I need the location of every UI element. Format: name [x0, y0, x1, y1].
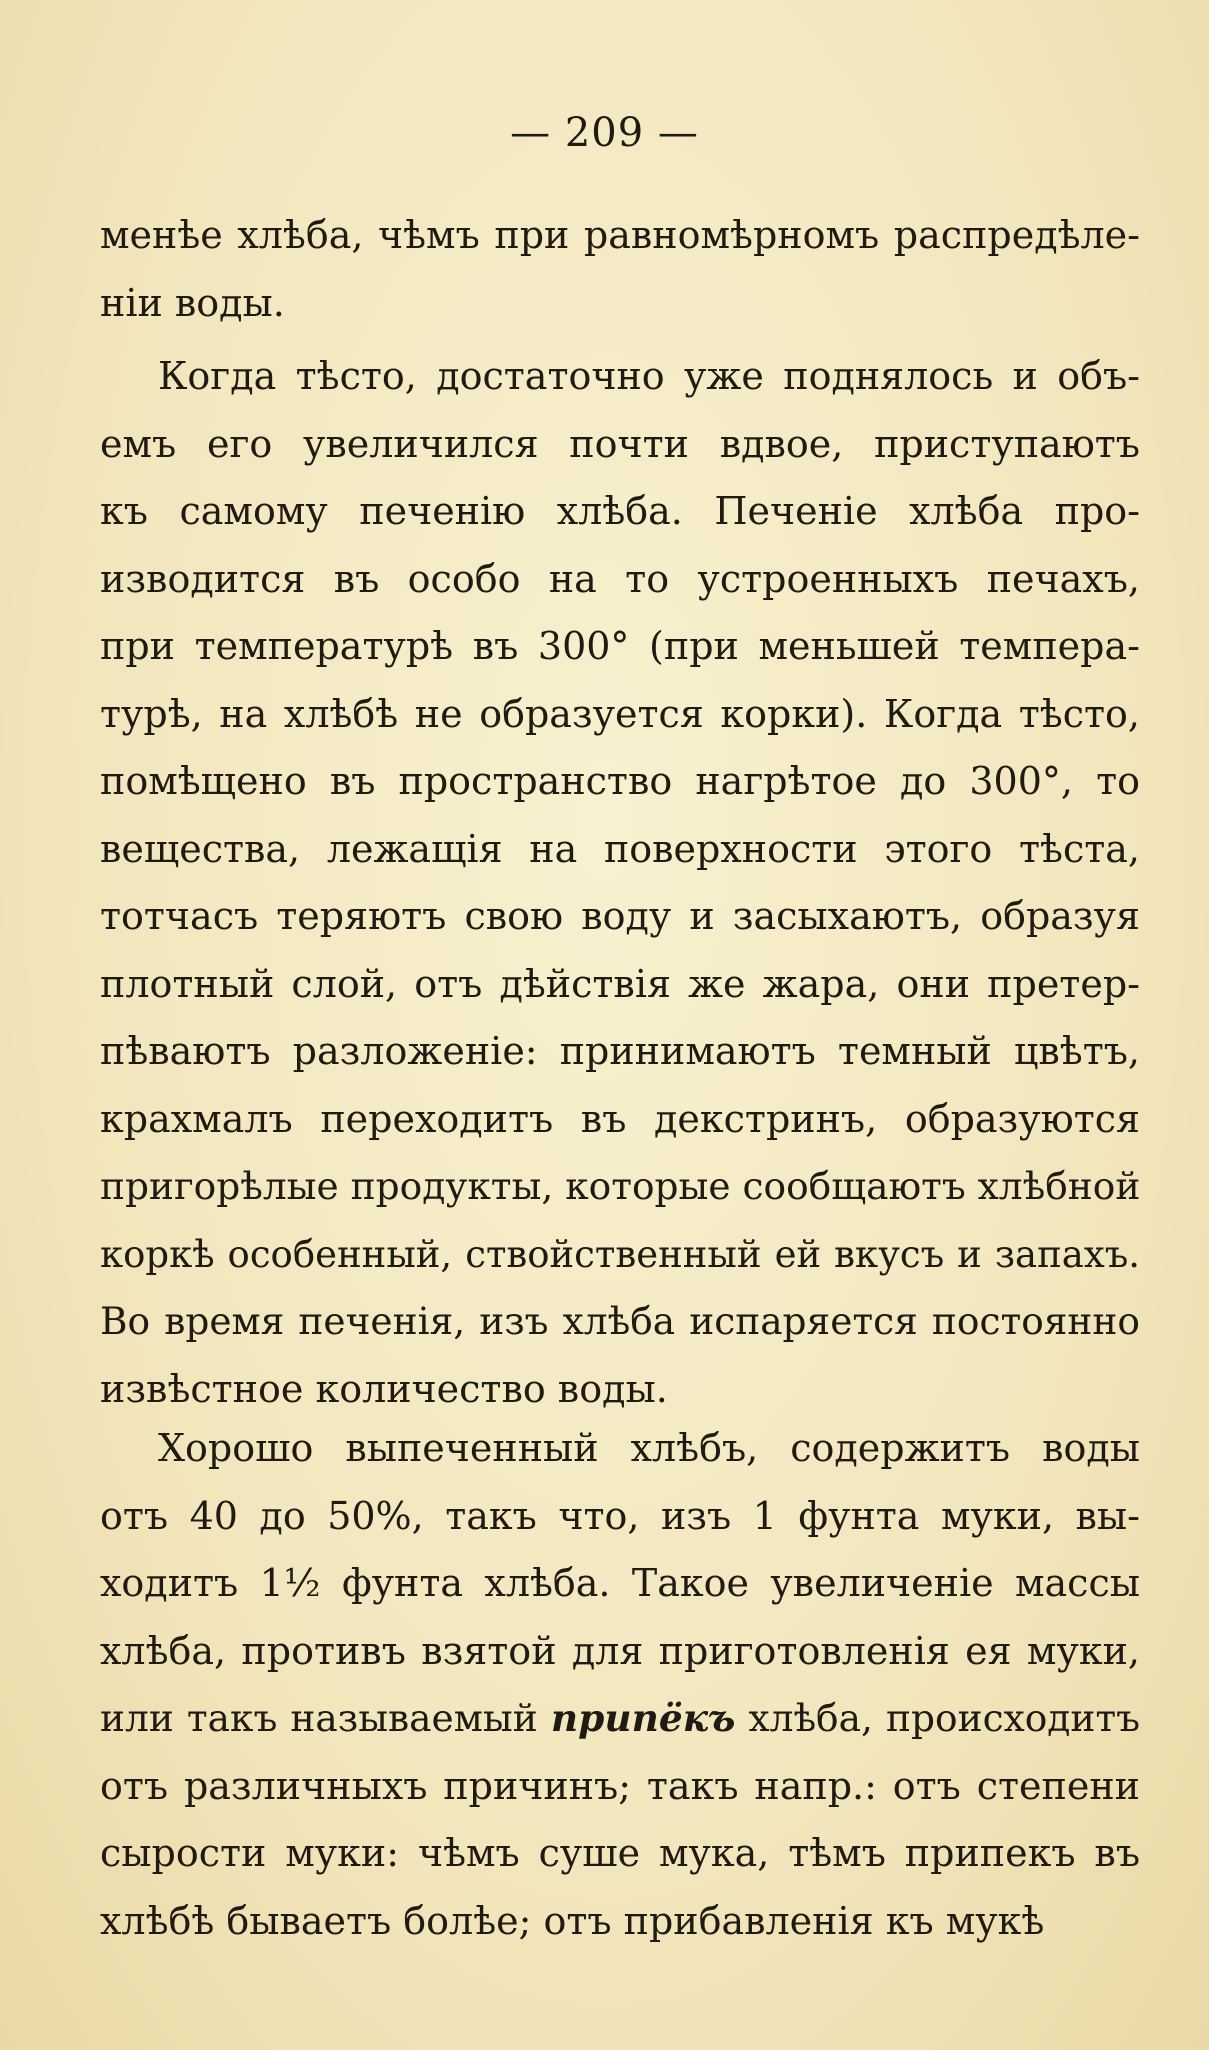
italic-term: припёкъ — [550, 1696, 736, 1740]
text-line: хлѣбѣ бываетъ болѣе; отъ прибавленiя къ мукѣ — [100, 1898, 1045, 1943]
text-line: при температурѣ въ 300° (при меньшей темпера- — [100, 624, 1140, 668]
text-line: нiи воды. — [100, 280, 285, 325]
page-number: — 209 — — [510, 110, 699, 156]
text-line: вещества, лежащiя на поверхности этого тѣста, — [100, 826, 1140, 871]
text-line: сырости муки: чѣмъ суше мука, тѣмъ припекъ въ — [100, 1831, 1140, 1875]
text-line: помѣщено въ пространство нагрѣтое до 300°, то — [100, 759, 1140, 803]
text-line: менѣе хлѣба, чѣмъ при равномѣрномъ распредѣле- — [100, 213, 1140, 257]
text-segment: или такъ называемый — [100, 1696, 538, 1740]
text-line: къ самому печенiю хлѣба. Печенiе хлѣба про- — [100, 489, 1140, 533]
text-line: пригорѣлые продукты, которые сообщаютъ хлѣбной — [100, 1164, 1141, 1208]
text-line: турѣ, на хлѣбѣ не образуется корки). Когда тѣсто, — [100, 691, 1140, 736]
text-line: хлѣба, противъ взятой для приготовленiя ея муки, — [100, 1628, 1140, 1673]
text-line: ходитъ 1½ фунта хлѣба. Такое увеличенiе массы — [100, 1561, 1140, 1605]
text-line: отъ 40 до 50%, такъ что, изъ 1 фунта муки, вы- — [100, 1493, 1140, 1538]
text-line: тотчасъ теряютъ свою воду и засыхаютъ, образуя — [100, 894, 1140, 938]
text-line: извѣстное количество воды. — [100, 1366, 668, 1411]
text-line: изводится въ особо на то устроенныхъ печахъ, — [100, 556, 1140, 601]
text-line: плотный слой, отъ дѣйствiя же жара, они претер- — [100, 961, 1140, 1006]
paragraph-3 — [100, 1415, 1140, 1955]
text-line: пѣваютъ разложенiе: принимаютъ темный цвѣтъ, — [100, 1029, 1140, 1073]
text-line: Во время печенiя, изъ хлѣба испаряется постоянно — [100, 1299, 1140, 1343]
paragraph-1 — [100, 202, 1140, 337]
text-line: крахмалъ переходитъ въ декстринъ, образуются — [100, 1096, 1140, 1141]
paragraph-2 — [100, 343, 1140, 1423]
text-line: отъ различныхъ причинъ; такъ напр.: отъ степени — [100, 1763, 1140, 1808]
text-segment: хлѣба, происходитъ — [748, 1696, 1140, 1740]
text-line: Когда тѣсто, достаточно уже поднялось и объ- — [158, 354, 1140, 398]
text-line-with-term — [100, 1685, 1140, 1753]
text-line: Хорошо выпеченный хлѣбъ, содержитъ воды — [158, 1426, 1140, 1470]
text-line: емъ его увеличился почти вдвое, приступаютъ — [100, 421, 1140, 466]
text-line: коркѣ особенный, ствойственный ей вкусъ и запахъ. — [100, 1232, 1140, 1276]
